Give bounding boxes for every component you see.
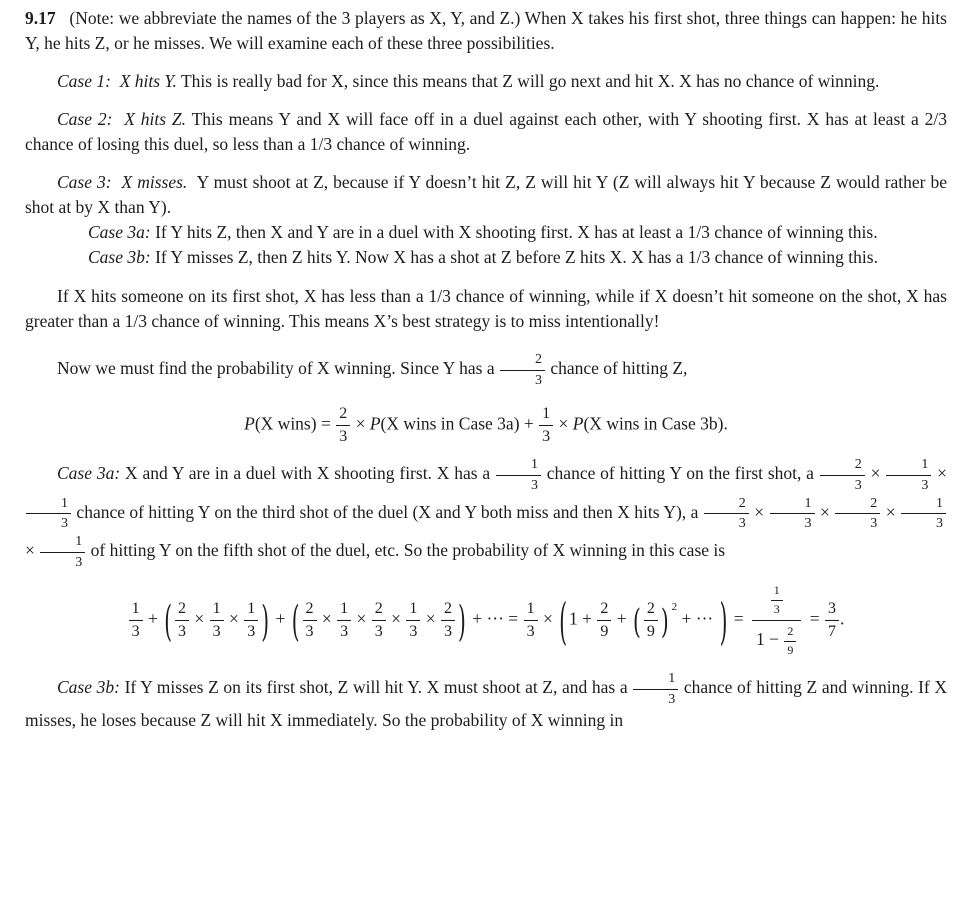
text-run: X and Y are in a duel with X shooting first. X has a (120, 463, 495, 484)
paragraph-case-3b-detail (25, 670, 947, 733)
fraction: $\frac{2}{9}$ (784, 624, 796, 658)
italic-text-run: P (244, 413, 255, 434)
fraction: $\frac{1}{3}$ (901, 495, 946, 533)
fraction: $\frac{1}{3}$ (129, 599, 143, 642)
text-run: × (190, 608, 209, 629)
paragraph-case-3a (25, 220, 947, 245)
fraction: $\frac{2}{3}$ (175, 599, 189, 642)
stretched-paren: ( (291, 595, 300, 646)
fraction: $\frac{1}{3}$ (40, 533, 85, 571)
italic-text-run: Case 3b: (57, 677, 120, 698)
fraction: $\frac{2}{9}$ (597, 599, 611, 642)
text-run: × (421, 608, 441, 629)
paragraph-case-3b (25, 245, 947, 270)
text-run: chance of hitting Z, (545, 358, 688, 379)
stretched-paren: ) (261, 595, 270, 646)
text-run: + ··· (677, 608, 718, 629)
text-run: × (25, 540, 40, 561)
paragraph-case-2 (25, 107, 947, 157)
text-run: × (352, 608, 371, 629)
fraction: $\frac{2}{3}$ (303, 599, 317, 642)
fraction: $\frac{2}{3}$ (441, 599, 455, 642)
fraction: $\frac{1}{3}$ (496, 456, 541, 494)
paragraph-intro (25, 6, 947, 56)
text-run: If Y misses Z on its first shot, Z will hit Y. X must shoot at Z, and has a (119, 677, 633, 698)
text-run: (X wins in Case 3b). (583, 413, 728, 434)
text-run: + (143, 608, 163, 629)
text-run: 1 + (569, 608, 597, 629)
paragraph-strategy (25, 284, 947, 334)
text-run: × (932, 463, 948, 484)
text-run: of hitting Y on the fifth shot of the duel, etc. So the probability of X winning in this case is (86, 540, 726, 561)
italic-text-run: Case 3a: (57, 463, 121, 484)
stretched-paren: ) (719, 590, 728, 651)
fraction: $\frac{1}{3}$ (337, 599, 351, 642)
text-run: = (805, 608, 825, 629)
text-run: This means Y and X will face off in a duel against each other, with Y shooting first. X has at least a 2/3 chance of losing this duel, so less than a 1/3 chance of winning. (25, 109, 947, 154)
text-run: × (224, 608, 244, 629)
fraction: $\frac{1}{3}$ (210, 599, 224, 642)
text-run: (X wins) = (254, 413, 336, 434)
italic-text-run: P (369, 413, 381, 434)
text-run: × (815, 501, 835, 522)
fraction: $\frac{1}{3}$ (406, 599, 420, 642)
text-run: 1 − (756, 629, 784, 650)
paragraph-case-1 (25, 69, 947, 94)
text-run: + (612, 608, 631, 629)
fraction: $\frac{2}{3}$ (336, 404, 350, 447)
stretched-paren: ( (164, 595, 173, 646)
paragraph-case-3a-detail (25, 456, 947, 571)
fraction: $\frac{2}{3}$ (500, 351, 545, 389)
fraction: $\frac{3}{7}$ (825, 599, 839, 642)
fraction: $\frac{1}{3}$ (26, 495, 71, 533)
stretched-paren: ( (633, 600, 641, 641)
text-run: This is really bad for X, since this means that Z will go next and hit X. X has no chance of winning. (176, 71, 880, 91)
italic-text-run: Case 2: X hits Z. (57, 109, 187, 129)
fraction: $\frac{2}{3}$ (372, 599, 386, 642)
stretched-paren: ( (559, 590, 567, 651)
text-run: (Note: we abbreviate the names of the 3 players as X, Y, and Z.) When X takes his first shot, three things can happen: he hits Y, he hits Z, or he misses. We will examine each of these three possibilities. (25, 8, 947, 53)
solution-text (25, 0, 947, 733)
text-run: . (840, 608, 845, 629)
paragraph-case-3 (25, 170, 947, 220)
fraction: $\frac{1}{3}$ (770, 495, 815, 533)
fraction: $\frac{2}{3}$ (820, 456, 865, 494)
fraction: $\frac{1}{3}$ (524, 599, 538, 642)
bold-text-run: 9.17 (25, 8, 56, 28)
text-run: × (865, 463, 886, 484)
stretched-paren: ) (660, 600, 669, 641)
text-run: = (729, 608, 749, 629)
text-run: × (554, 413, 573, 434)
text-run: × (351, 413, 370, 434)
text-run: + ··· = (467, 608, 523, 629)
fraction: $\frac{1}{3}$ (633, 670, 678, 708)
text-run: × (538, 608, 558, 629)
paragraph-find-probability (25, 351, 947, 389)
text-run: × (749, 501, 769, 522)
italic-text-run: Case 1: X hits Y. (57, 71, 177, 91)
superscript-exponent: 2 (671, 600, 678, 613)
italic-text-run: P (572, 413, 584, 434)
italic-text-run: Case 3b: (88, 247, 151, 267)
italic-text-run: Case 3: X misses. (57, 172, 188, 192)
paragraph-equation-p-x-wins (25, 404, 947, 447)
fraction: $\frac{2}{9}$ (644, 599, 658, 642)
fraction: $\frac{2}{3}$ (704, 495, 749, 533)
text-run: × (317, 608, 337, 629)
text-run: If Y misses Z, then Z hits Y. Now X has a shot at Z before Z hits X. X has a 1/3 chance of winning this. (150, 247, 878, 267)
fraction: $\frac{2}{3}$ (835, 495, 880, 533)
built-up-fraction (752, 583, 801, 658)
text-run: chance of hitting Y on the third shot of the duel (X and Y both miss and then X hits Y), a (72, 501, 703, 522)
text-run: × (881, 501, 900, 522)
text-run: If X hits someone on its first shot, X has less than a 1/3 chance of winning, while if X doesn’t hit someone on the shot, X has greater than a 1/3 chance of winning. This means X’s best strategy is to miss intentionally! (25, 286, 947, 331)
text-run: chance of hitting Y on the first shot, a (541, 463, 819, 484)
stretched-paren: ) (458, 595, 466, 646)
fraction: $\frac{1}{3}$ (886, 456, 931, 494)
text-run: If Y hits Z, then X and Y are in a duel with X shooting first. X has at least a 1/3 chance of winning this. (150, 222, 878, 242)
text-run: (X wins in Case 3a) + (380, 413, 539, 434)
text-run: × (386, 608, 406, 629)
fraction: $\frac{1}{3}$ (244, 599, 258, 642)
text-run: + (271, 608, 290, 629)
italic-text-run: Case 3a: (88, 222, 151, 242)
paragraph-equation-series (25, 583, 947, 658)
text-run: Now we must find the probability of X winning. Since Y has a (57, 358, 499, 379)
text-run: chance of hitting Z and winning. If X misses, he loses because Z will hit X immediately. So the probability of X winning in (25, 677, 947, 731)
text-run: Y must shoot at Z, because if Y doesn’t hit Z, Z will hit Y (Z will always hit Y because Z would rather be shot at by X than Y). (25, 172, 948, 217)
fraction: $\frac{1}{3}$ (539, 404, 553, 447)
fraction: $\frac{1}{3}$ (771, 583, 783, 617)
